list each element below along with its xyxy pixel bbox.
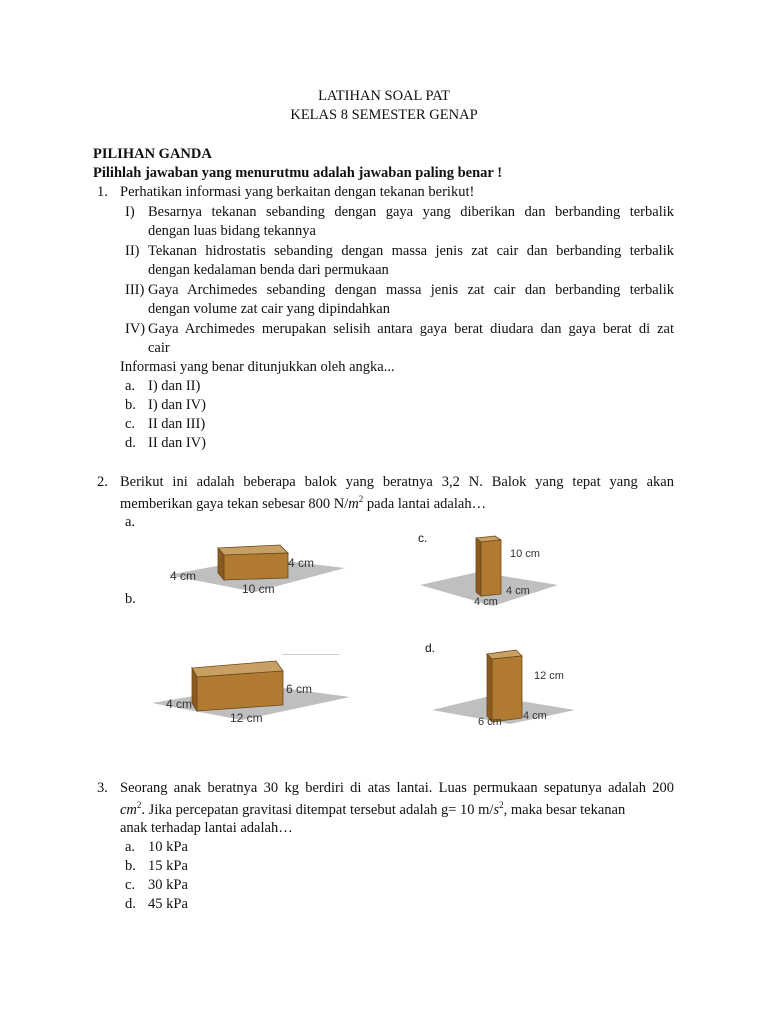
question-stem-cont [120, 494, 486, 513]
dim-length: 12 cm [230, 711, 263, 725]
block-front-face [481, 540, 501, 596]
option-letter-c: c. [418, 531, 428, 545]
statement-text-cont: dengan kedalaman benda dari permukaan [148, 262, 389, 278]
superscript: 2 [358, 494, 364, 504]
question-number: 3. [97, 780, 108, 796]
statement-label: II) [125, 243, 140, 259]
option-text: 10 kPa [148, 839, 188, 855]
option-text: II dan IV) [148, 435, 206, 451]
unit-m: m [348, 495, 359, 512]
dim-height: 12 cm [534, 670, 564, 682]
statement-label: I) [125, 204, 135, 220]
option-text: 15 kPa [148, 858, 188, 874]
document-subtitle: KELAS 8 SEMESTER GENAP [290, 107, 478, 123]
stem-text: , maka besar tekanan [503, 801, 626, 818]
dim-depth: 4 cm [506, 585, 530, 597]
question-number: 1. [97, 184, 108, 200]
question-stem-cont: anak terhadap lantai adalah… [120, 820, 293, 836]
statement-text-cont: cair [148, 340, 170, 356]
superscript: 2 [136, 800, 142, 810]
block-front-face [224, 553, 288, 580]
dim-height: 4 cm [288, 556, 315, 570]
block-side-face [476, 538, 481, 596]
option-letter: c. [125, 877, 136, 893]
question-stem: Berikut ini adalah beberapa balok yang beratnya 3,2 N. Balok yang tepat yang akan [120, 474, 674, 490]
block-a-figure [160, 530, 350, 600]
option-text: I) dan IV) [148, 397, 206, 413]
stem-text: . Jika percepatan gravitasi ditempat tersebut adalah g= 10 m/ [141, 801, 494, 818]
dim-width: 4 cm [474, 596, 498, 608]
question-stem: Seorang anak beratnya 30 kg berdiri di atas lantai. Luas permukaan sepatunya adalah 200 [120, 780, 674, 796]
block-b-figure [150, 655, 350, 727]
dim-width: 6 cm [478, 716, 502, 728]
option-letter: c. [125, 416, 136, 432]
document-title: LATIHAN SOAL PAT [318, 88, 450, 104]
question-stem: Perhatikan informasi yang berkaitan dengan tekanan berikut! [120, 184, 475, 200]
section-instruction: Pilihlah jawaban yang menurutmu adalah jawaban paling benar ! [93, 165, 503, 181]
option-letter: b. [125, 397, 136, 413]
dim-width: 4 cm [170, 569, 197, 583]
statement-text-cont: dengan luas bidang tekannya [148, 223, 316, 239]
block-front-face [492, 656, 522, 722]
option-letter: d. [125, 896, 136, 912]
dim-width: 4 cm [166, 697, 193, 711]
stem-text: pada lantai adalah… [363, 495, 487, 512]
statement-text: Tekanan hidrostatis sebanding dengan massa jenis zat cair dan berbanding terbalik [148, 243, 674, 259]
option-letter: a. [125, 378, 136, 394]
option-letter: a. [125, 839, 136, 855]
option-text: 45 kPa [148, 896, 188, 912]
option-letter: d. [125, 435, 136, 451]
stem-text: memberikan gaya tekan sebesar 800 N/ [120, 495, 349, 512]
option-text: 30 kPa [148, 877, 188, 893]
question-number: 2. [97, 474, 108, 490]
statement-text: Gaya Archimedes sebanding dengan massa jenis zat cair dan berbanding terbalik [148, 282, 674, 298]
option-text: I) dan II) [148, 378, 201, 394]
statement-text: Besarnya tekanan sebanding dengan gaya yang diberikan dan berbanding terbalik [148, 204, 674, 220]
dim-length: 10 cm [242, 582, 275, 596]
statement-label: IV) [125, 321, 146, 337]
dim-height: 10 cm [510, 548, 540, 560]
option-letter-d: d. [425, 641, 436, 655]
unit-s: s [493, 801, 500, 818]
section-heading: PILIHAN GANDA [93, 146, 212, 162]
statement-text-cont: dengan volume zat cair yang dipindahkan [148, 301, 390, 317]
block-side-face [487, 654, 492, 722]
question-prompt: Informasi yang benar ditunjukkan oleh angka... [120, 359, 395, 375]
option-letter-a: a. [125, 514, 136, 530]
question-stem-cont [120, 800, 625, 819]
superscript: 2 [499, 800, 504, 810]
unit-cm: cm [120, 801, 137, 818]
statement-label: III) [125, 282, 145, 298]
block-d-figure [430, 648, 580, 728]
statement-text: Gaya Archimedes merupakan selisih antara gaya berat diudara dan gaya berat di zat [148, 321, 674, 337]
option-letter-b: b. [125, 591, 136, 607]
option-text: II dan III) [148, 416, 206, 432]
dim-height: 6 cm [286, 682, 313, 696]
dim-depth: 4 cm [523, 710, 547, 722]
block-c-figure [418, 532, 568, 612]
option-letter: b. [125, 858, 136, 874]
block-front-face [197, 671, 283, 711]
